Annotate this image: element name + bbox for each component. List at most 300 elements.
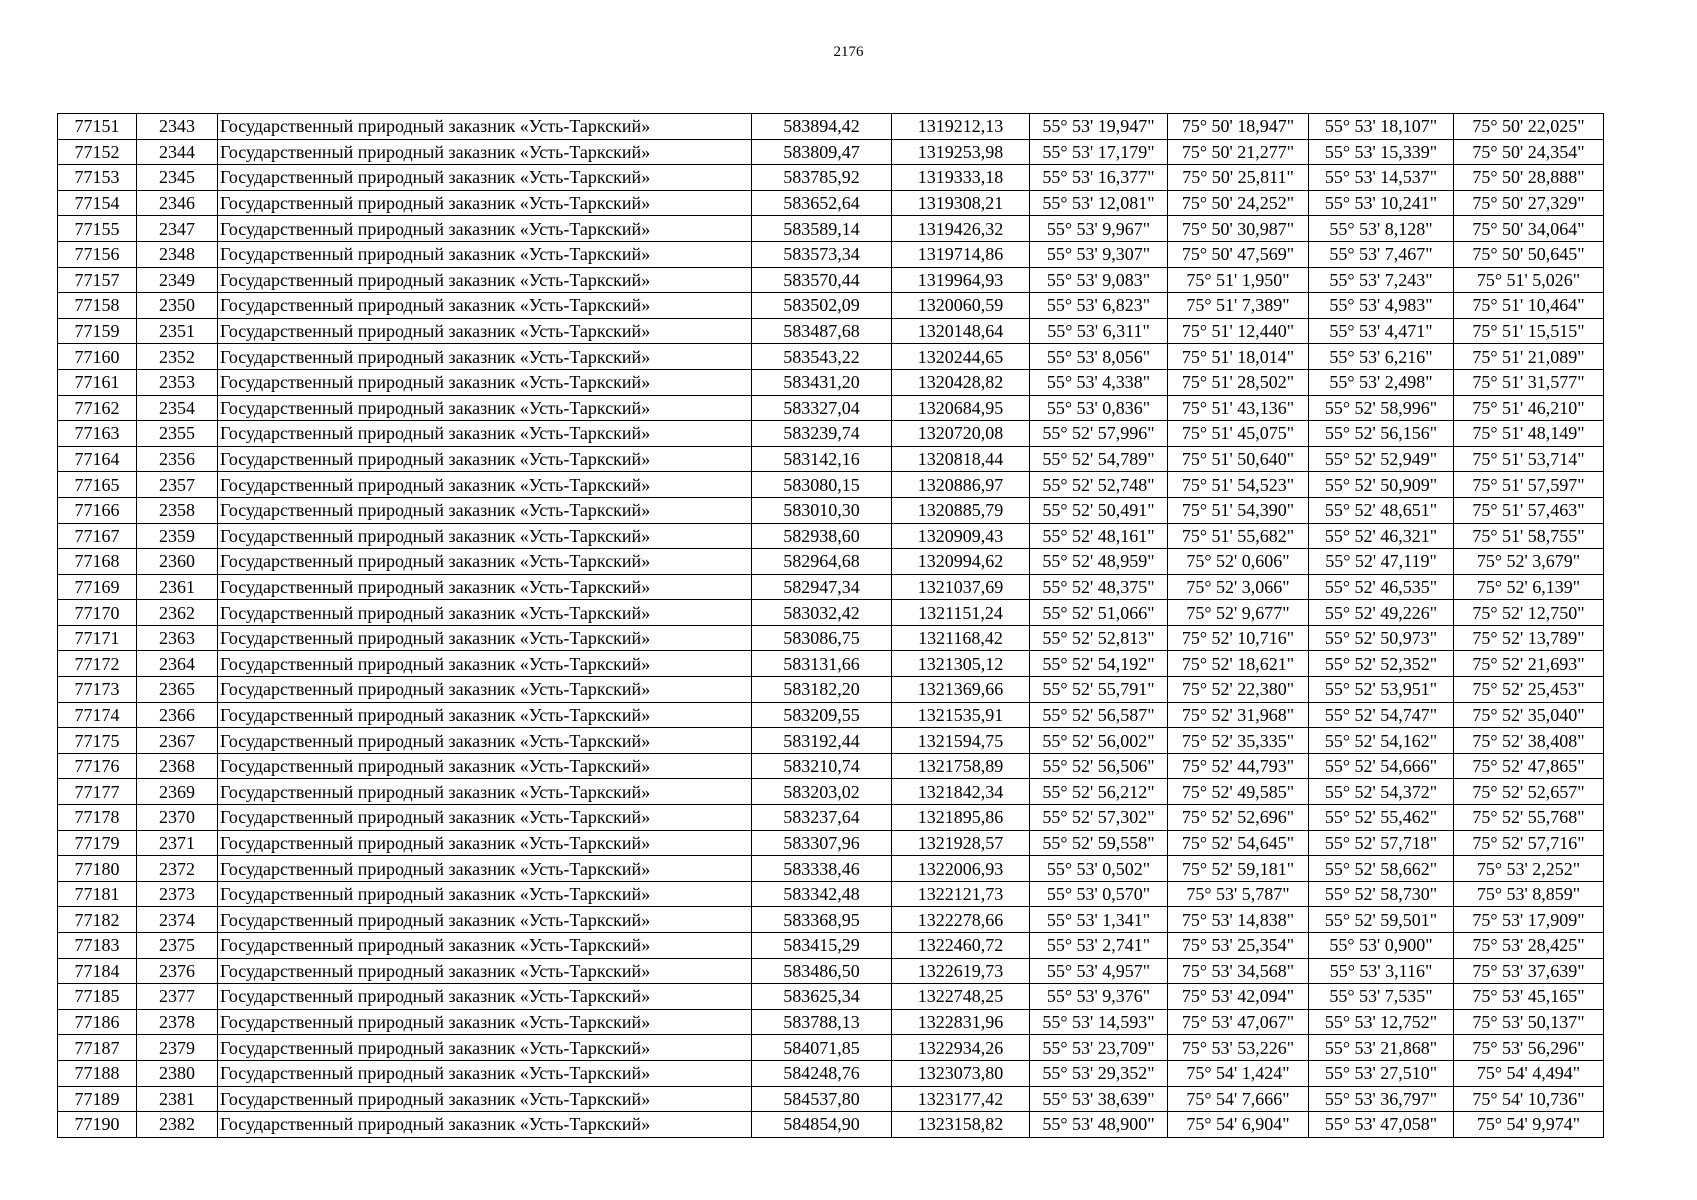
table-row — [58, 958, 1604, 984]
row-id-cell: 77158 — [58, 293, 137, 319]
latitude-cell: 55° 53' 0,570" — [1030, 881, 1168, 907]
point-number-cell: 2349 — [137, 267, 218, 293]
x-coordinate-cell: 583203,02 — [752, 779, 892, 805]
latitude-alt-cell: 55° 52' 50,973" — [1309, 625, 1454, 651]
row-id-cell: 77186 — [58, 1009, 137, 1035]
latitude-alt-cell: 55° 52' 58,662" — [1309, 856, 1454, 882]
longitude-cell: 75° 53' 14,838" — [1168, 907, 1309, 933]
latitude-cell: 55° 52' 56,212" — [1030, 779, 1168, 805]
longitude-alt-cell: 75° 52' 3,679" — [1454, 549, 1604, 575]
point-number-cell: 2346 — [137, 190, 218, 216]
row-id-cell: 77168 — [58, 549, 137, 575]
latitude-alt-cell: 55° 53' 2,498" — [1309, 369, 1454, 395]
point-number-cell: 2359 — [137, 523, 218, 549]
row-id-cell: 77151 — [58, 114, 137, 140]
longitude-cell: 75° 50' 24,252" — [1168, 190, 1309, 216]
table-row — [58, 344, 1604, 370]
longitude-cell: 75° 52' 22,380" — [1168, 677, 1309, 703]
latitude-alt-cell: 55° 52' 59,501" — [1309, 907, 1454, 933]
latitude-alt-cell: 55° 52' 58,730" — [1309, 881, 1454, 907]
x-coordinate-cell: 582938,60 — [752, 523, 892, 549]
table-row — [58, 600, 1604, 626]
table-row — [58, 702, 1604, 728]
row-id-cell: 77190 — [58, 1112, 137, 1138]
x-coordinate-cell: 583209,55 — [752, 702, 892, 728]
point-number-cell: 2351 — [137, 318, 218, 344]
x-coordinate-cell: 583307,96 — [752, 830, 892, 856]
point-number-cell: 2379 — [137, 1035, 218, 1061]
x-coordinate-cell: 583342,48 — [752, 881, 892, 907]
longitude-cell: 75° 50' 30,987" — [1168, 216, 1309, 242]
longitude-alt-cell: 75° 52' 57,716" — [1454, 830, 1604, 856]
point-number-cell: 2377 — [137, 984, 218, 1010]
longitude-cell: 75° 52' 49,585" — [1168, 779, 1309, 805]
latitude-cell: 55° 52' 48,375" — [1030, 574, 1168, 600]
latitude-alt-cell: 55° 53' 12,752" — [1309, 1009, 1454, 1035]
longitude-cell: 75° 54' 1,424" — [1168, 1060, 1309, 1086]
y-coordinate-cell: 1320818,44 — [892, 446, 1030, 472]
latitude-alt-cell: 55° 52' 52,352" — [1309, 651, 1454, 677]
latitude-alt-cell: 55° 52' 55,462" — [1309, 805, 1454, 831]
longitude-cell: 75° 51' 45,075" — [1168, 421, 1309, 447]
row-id-cell: 77173 — [58, 677, 137, 703]
latitude-alt-cell: 55° 52' 48,651" — [1309, 497, 1454, 523]
table-row — [58, 625, 1604, 651]
x-coordinate-cell: 583192,44 — [752, 728, 892, 754]
longitude-alt-cell: 75° 54' 4,494" — [1454, 1060, 1604, 1086]
x-coordinate-cell: 583131,66 — [752, 651, 892, 677]
longitude-alt-cell: 75° 50' 27,329" — [1454, 190, 1604, 216]
point-number-cell: 2370 — [137, 805, 218, 831]
table-row — [58, 241, 1604, 267]
row-id-cell: 77179 — [58, 830, 137, 856]
zone-name-cell: Государственный природный заказник «Усть-Таркский» — [218, 574, 752, 600]
longitude-cell: 75° 52' 59,181" — [1168, 856, 1309, 882]
y-coordinate-cell: 1322121,73 — [892, 881, 1030, 907]
point-number-cell: 2378 — [137, 1009, 218, 1035]
latitude-cell: 55° 53' 23,709" — [1030, 1035, 1168, 1061]
y-coordinate-cell: 1320885,79 — [892, 497, 1030, 523]
row-id-cell: 77152 — [58, 139, 137, 165]
point-number-cell: 2368 — [137, 753, 218, 779]
longitude-alt-cell: 75° 53' 17,909" — [1454, 907, 1604, 933]
point-number-cell: 2380 — [137, 1060, 218, 1086]
longitude-cell: 75° 51' 28,502" — [1168, 369, 1309, 395]
latitude-alt-cell: 55° 53' 4,983" — [1309, 293, 1454, 319]
zone-name-cell: Государственный природный заказник «Усть-Таркский» — [218, 395, 752, 421]
point-number-cell: 2367 — [137, 728, 218, 754]
table-row — [58, 1035, 1604, 1061]
latitude-alt-cell: 55° 52' 50,909" — [1309, 472, 1454, 498]
latitude-cell: 55° 53' 14,593" — [1030, 1009, 1168, 1035]
x-coordinate-cell: 583086,75 — [752, 625, 892, 651]
zone-name-cell: Государственный природный заказник «Усть-Таркский» — [218, 267, 752, 293]
longitude-alt-cell: 75° 51' 57,597" — [1454, 472, 1604, 498]
longitude-cell: 75° 52' 9,677" — [1168, 600, 1309, 626]
longitude-alt-cell: 75° 52' 12,750" — [1454, 600, 1604, 626]
x-coordinate-cell: 583210,74 — [752, 753, 892, 779]
x-coordinate-cell: 583032,42 — [752, 600, 892, 626]
latitude-alt-cell: 55° 53' 14,537" — [1309, 165, 1454, 191]
row-id-cell: 77182 — [58, 907, 137, 933]
longitude-alt-cell: 75° 54' 10,736" — [1454, 1086, 1604, 1112]
latitude-cell: 55° 53' 6,311" — [1030, 318, 1168, 344]
longitude-cell: 75° 53' 5,787" — [1168, 881, 1309, 907]
latitude-cell: 55° 53' 4,957" — [1030, 958, 1168, 984]
longitude-alt-cell: 75° 50' 24,354" — [1454, 139, 1604, 165]
table-row — [58, 497, 1604, 523]
latitude-alt-cell: 55° 53' 47,058" — [1309, 1112, 1454, 1138]
longitude-cell: 75° 52' 10,716" — [1168, 625, 1309, 651]
latitude-alt-cell: 55° 52' 54,162" — [1309, 728, 1454, 754]
zone-name-cell: Государственный природный заказник «Усть-Таркский» — [218, 958, 752, 984]
latitude-cell: 55° 52' 50,491" — [1030, 497, 1168, 523]
zone-name-cell: Государственный природный заказник «Усть-Таркский» — [218, 1060, 752, 1086]
y-coordinate-cell: 1319426,32 — [892, 216, 1030, 242]
zone-name-cell: Государственный природный заказник «Усть-Таркский» — [218, 907, 752, 933]
x-coordinate-cell: 583415,29 — [752, 933, 892, 959]
point-number-cell: 2371 — [137, 830, 218, 856]
point-number-cell: 2355 — [137, 421, 218, 447]
table-row — [58, 779, 1604, 805]
longitude-alt-cell: 75° 51' 57,463" — [1454, 497, 1604, 523]
point-number-cell: 2361 — [137, 574, 218, 600]
x-coordinate-cell: 583785,92 — [752, 165, 892, 191]
table-row — [58, 1060, 1604, 1086]
table-row — [58, 216, 1604, 242]
latitude-alt-cell: 55° 53' 10,241" — [1309, 190, 1454, 216]
longitude-cell: 75° 53' 34,568" — [1168, 958, 1309, 984]
point-number-cell: 2373 — [137, 881, 218, 907]
table-row — [58, 830, 1604, 856]
latitude-alt-cell: 55° 53' 18,107" — [1309, 114, 1454, 140]
table-row — [58, 805, 1604, 831]
zone-name-cell: Государственный природный заказник «Усть-Таркский» — [218, 139, 752, 165]
zone-name-cell: Государственный природный заказник «Усть-Таркский» — [218, 446, 752, 472]
longitude-cell: 75° 51' 43,136" — [1168, 395, 1309, 421]
y-coordinate-cell: 1321928,57 — [892, 830, 1030, 856]
latitude-cell: 55° 52' 52,813" — [1030, 625, 1168, 651]
y-coordinate-cell: 1323073,80 — [892, 1060, 1030, 1086]
point-number-cell: 2350 — [137, 293, 218, 319]
row-id-cell: 77185 — [58, 984, 137, 1010]
zone-name-cell: Государственный природный заказник «Усть-Таркский» — [218, 523, 752, 549]
latitude-cell: 55° 52' 56,506" — [1030, 753, 1168, 779]
zone-name-cell: Государственный природный заказник «Усть-Таркский» — [218, 472, 752, 498]
longitude-alt-cell: 75° 51' 31,577" — [1454, 369, 1604, 395]
row-id-cell: 77163 — [58, 421, 137, 447]
table-row — [58, 1009, 1604, 1035]
x-coordinate-cell: 583570,44 — [752, 267, 892, 293]
point-number-cell: 2343 — [137, 114, 218, 140]
x-coordinate-cell: 583543,22 — [752, 344, 892, 370]
latitude-cell: 55° 52' 55,791" — [1030, 677, 1168, 703]
row-id-cell: 77154 — [58, 190, 137, 216]
point-number-cell: 2364 — [137, 651, 218, 677]
y-coordinate-cell: 1320720,08 — [892, 421, 1030, 447]
zone-name-cell: Государственный природный заказник «Усть-Таркский» — [218, 753, 752, 779]
latitude-cell: 55° 52' 59,558" — [1030, 830, 1168, 856]
table-row — [58, 267, 1604, 293]
latitude-alt-cell: 55° 53' 36,797" — [1309, 1086, 1454, 1112]
y-coordinate-cell: 1319253,98 — [892, 139, 1030, 165]
longitude-alt-cell: 75° 52' 52,657" — [1454, 779, 1604, 805]
y-coordinate-cell: 1319333,18 — [892, 165, 1030, 191]
latitude-cell: 55° 52' 56,002" — [1030, 728, 1168, 754]
latitude-cell: 55° 52' 57,302" — [1030, 805, 1168, 831]
zone-name-cell: Государственный природный заказник «Усть-Таркский» — [218, 241, 752, 267]
latitude-cell: 55° 53' 48,900" — [1030, 1112, 1168, 1138]
latitude-cell: 55° 53' 1,341" — [1030, 907, 1168, 933]
longitude-alt-cell: 75° 50' 22,025" — [1454, 114, 1604, 140]
latitude-cell: 55° 52' 57,996" — [1030, 421, 1168, 447]
longitude-cell: 75° 50' 21,277" — [1168, 139, 1309, 165]
point-number-cell: 2360 — [137, 549, 218, 575]
zone-name-cell: Государственный природный заказник «Усть-Таркский» — [218, 1112, 752, 1138]
longitude-cell: 75° 53' 42,094" — [1168, 984, 1309, 1010]
latitude-cell: 55° 52' 54,192" — [1030, 651, 1168, 677]
zone-name-cell: Государственный природный заказник «Усть-Таркский» — [218, 549, 752, 575]
point-number-cell: 2353 — [137, 369, 218, 395]
zone-name-cell: Государственный природный заказник «Усть-Таркский» — [218, 1009, 752, 1035]
y-coordinate-cell: 1322619,73 — [892, 958, 1030, 984]
latitude-alt-cell: 55° 53' 3,116" — [1309, 958, 1454, 984]
latitude-alt-cell: 55° 53' 7,467" — [1309, 241, 1454, 267]
longitude-alt-cell: 75° 52' 25,453" — [1454, 677, 1604, 703]
row-id-cell: 77171 — [58, 625, 137, 651]
y-coordinate-cell: 1320428,82 — [892, 369, 1030, 395]
longitude-alt-cell: 75° 52' 21,693" — [1454, 651, 1604, 677]
table-row — [58, 677, 1604, 703]
latitude-cell: 55° 53' 9,307" — [1030, 241, 1168, 267]
y-coordinate-cell: 1320886,97 — [892, 472, 1030, 498]
latitude-cell: 55° 53' 29,352" — [1030, 1060, 1168, 1086]
y-coordinate-cell: 1319212,13 — [892, 114, 1030, 140]
latitude-alt-cell: 55° 52' 56,156" — [1309, 421, 1454, 447]
latitude-cell: 55° 53' 0,836" — [1030, 395, 1168, 421]
latitude-alt-cell: 55° 52' 49,226" — [1309, 600, 1454, 626]
longitude-cell: 75° 50' 25,811" — [1168, 165, 1309, 191]
row-id-cell: 77160 — [58, 344, 137, 370]
row-id-cell: 77165 — [58, 472, 137, 498]
latitude-alt-cell: 55° 52' 54,372" — [1309, 779, 1454, 805]
row-id-cell: 77167 — [58, 523, 137, 549]
point-number-cell: 2356 — [137, 446, 218, 472]
latitude-cell: 55° 53' 19,947" — [1030, 114, 1168, 140]
x-coordinate-cell: 583327,04 — [752, 395, 892, 421]
latitude-cell: 55° 53' 2,741" — [1030, 933, 1168, 959]
zone-name-cell: Государственный природный заказник «Усть-Таркский» — [218, 1086, 752, 1112]
latitude-cell: 55° 53' 9,083" — [1030, 267, 1168, 293]
y-coordinate-cell: 1323158,82 — [892, 1112, 1030, 1138]
point-number-cell: 2358 — [137, 497, 218, 523]
x-coordinate-cell: 583338,46 — [752, 856, 892, 882]
table-row — [58, 856, 1604, 882]
y-coordinate-cell: 1321305,12 — [892, 651, 1030, 677]
longitude-alt-cell: 75° 51' 21,089" — [1454, 344, 1604, 370]
x-coordinate-cell: 583142,16 — [752, 446, 892, 472]
table-row — [58, 753, 1604, 779]
longitude-cell: 75° 51' 7,389" — [1168, 293, 1309, 319]
zone-name-cell: Государственный природный заказник «Усть-Таркский» — [218, 779, 752, 805]
latitude-alt-cell: 55° 52' 58,996" — [1309, 395, 1454, 421]
row-id-cell: 77175 — [58, 728, 137, 754]
longitude-alt-cell: 75° 53' 56,296" — [1454, 1035, 1604, 1061]
x-coordinate-cell: 583894,42 — [752, 114, 892, 140]
row-id-cell: 77156 — [58, 241, 137, 267]
y-coordinate-cell: 1320244,65 — [892, 344, 1030, 370]
longitude-cell: 75° 51' 12,440" — [1168, 318, 1309, 344]
longitude-cell: 75° 52' 0,606" — [1168, 549, 1309, 575]
table-row — [58, 369, 1604, 395]
table-row — [58, 114, 1604, 140]
longitude-cell: 75° 51' 54,390" — [1168, 497, 1309, 523]
latitude-cell: 55° 52' 51,066" — [1030, 600, 1168, 626]
latitude-alt-cell: 55° 53' 21,868" — [1309, 1035, 1454, 1061]
zone-name-cell: Государственный природный заказник «Усть-Таркский» — [218, 856, 752, 882]
row-id-cell: 77174 — [58, 702, 137, 728]
row-id-cell: 77153 — [58, 165, 137, 191]
table-row — [58, 421, 1604, 447]
point-number-cell: 2366 — [137, 702, 218, 728]
latitude-cell: 55° 53' 16,377" — [1030, 165, 1168, 191]
longitude-alt-cell: 75° 51' 53,714" — [1454, 446, 1604, 472]
row-id-cell: 77183 — [58, 933, 137, 959]
table-row — [58, 190, 1604, 216]
point-number-cell: 2345 — [137, 165, 218, 191]
y-coordinate-cell: 1323177,42 — [892, 1086, 1030, 1112]
latitude-cell: 55° 52' 48,959" — [1030, 549, 1168, 575]
table-row — [58, 1086, 1604, 1112]
row-id-cell: 77188 — [58, 1060, 137, 1086]
longitude-alt-cell: 75° 51' 5,026" — [1454, 267, 1604, 293]
point-number-cell: 2362 — [137, 600, 218, 626]
longitude-alt-cell: 75° 52' 35,040" — [1454, 702, 1604, 728]
zone-name-cell: Государственный природный заказник «Усть-Таркский» — [218, 984, 752, 1010]
latitude-cell: 55° 52' 56,587" — [1030, 702, 1168, 728]
zone-name-cell: Государственный природный заказник «Усть-Таркский» — [218, 216, 752, 242]
latitude-alt-cell: 55° 52' 46,321" — [1309, 523, 1454, 549]
table-row — [58, 1112, 1604, 1138]
x-coordinate-cell: 584854,90 — [752, 1112, 892, 1138]
row-id-cell: 77172 — [58, 651, 137, 677]
zone-name-cell: Государственный природный заказник «Усть-Таркский» — [218, 881, 752, 907]
longitude-cell: 75° 51' 50,640" — [1168, 446, 1309, 472]
longitude-alt-cell: 75° 52' 6,139" — [1454, 574, 1604, 600]
zone-name-cell: Государственный природный заказник «Усть-Таркский» — [218, 421, 752, 447]
zone-name-cell: Государственный природный заказник «Усть-Таркский» — [218, 702, 752, 728]
zone-name-cell: Государственный природный заказник «Усть-Таркский» — [218, 1035, 752, 1061]
latitude-alt-cell: 55° 52' 57,718" — [1309, 830, 1454, 856]
zone-name-cell: Государственный природный заказник «Усть-Таркский» — [218, 677, 752, 703]
latitude-cell: 55° 53' 8,056" — [1030, 344, 1168, 370]
y-coordinate-cell: 1320994,62 — [892, 549, 1030, 575]
zone-name-cell: Государственный природный заказник «Усть-Таркский» — [218, 497, 752, 523]
x-coordinate-cell: 583080,15 — [752, 472, 892, 498]
point-number-cell: 2369 — [137, 779, 218, 805]
table-row — [58, 728, 1604, 754]
table-row — [58, 165, 1604, 191]
row-id-cell: 77181 — [58, 881, 137, 907]
page-number: 2176 — [833, 44, 864, 60]
longitude-alt-cell: 75° 51' 48,149" — [1454, 421, 1604, 447]
table-row — [58, 881, 1604, 907]
latitude-cell: 55° 53' 0,502" — [1030, 856, 1168, 882]
longitude-cell: 75° 54' 7,666" — [1168, 1086, 1309, 1112]
longitude-cell: 75° 50' 18,947" — [1168, 114, 1309, 140]
table-row — [58, 446, 1604, 472]
y-coordinate-cell: 1321369,66 — [892, 677, 1030, 703]
row-id-cell: 77169 — [58, 574, 137, 600]
row-id-cell: 77176 — [58, 753, 137, 779]
y-coordinate-cell: 1322006,93 — [892, 856, 1030, 882]
latitude-alt-cell: 55° 52' 54,666" — [1309, 753, 1454, 779]
latitude-alt-cell: 55° 52' 53,951" — [1309, 677, 1454, 703]
y-coordinate-cell: 1321151,24 — [892, 600, 1030, 626]
table-row — [58, 574, 1604, 600]
point-number-cell: 2357 — [137, 472, 218, 498]
point-number-cell: 2347 — [137, 216, 218, 242]
y-coordinate-cell: 1322278,66 — [892, 907, 1030, 933]
row-id-cell: 77178 — [58, 805, 137, 831]
row-id-cell: 77161 — [58, 369, 137, 395]
table-row — [58, 293, 1604, 319]
x-coordinate-cell: 584537,80 — [752, 1086, 892, 1112]
latitude-alt-cell: 55° 53' 6,216" — [1309, 344, 1454, 370]
latitude-alt-cell: 55° 52' 52,949" — [1309, 446, 1454, 472]
row-id-cell: 77162 — [58, 395, 137, 421]
row-id-cell: 77170 — [58, 600, 137, 626]
table-row — [58, 395, 1604, 421]
point-number-cell: 2365 — [137, 677, 218, 703]
y-coordinate-cell: 1319714,86 — [892, 241, 1030, 267]
x-coordinate-cell: 583573,34 — [752, 241, 892, 267]
latitude-cell: 55° 53' 4,338" — [1030, 369, 1168, 395]
zone-name-cell: Государственный природный заказник «Усть-Таркский» — [218, 933, 752, 959]
point-number-cell: 2354 — [137, 395, 218, 421]
longitude-cell: 75° 54' 6,904" — [1168, 1112, 1309, 1138]
longitude-cell: 75° 52' 3,066" — [1168, 574, 1309, 600]
latitude-cell: 55° 52' 52,748" — [1030, 472, 1168, 498]
zone-name-cell: Государственный природный заказник «Усть-Таркский» — [218, 625, 752, 651]
table-row — [58, 472, 1604, 498]
x-coordinate-cell: 583487,68 — [752, 318, 892, 344]
x-coordinate-cell: 583502,09 — [752, 293, 892, 319]
table-row — [58, 907, 1604, 933]
y-coordinate-cell: 1322748,25 — [892, 984, 1030, 1010]
y-coordinate-cell: 1321758,89 — [892, 753, 1030, 779]
y-coordinate-cell: 1321895,86 — [892, 805, 1030, 831]
row-id-cell: 77177 — [58, 779, 137, 805]
longitude-cell: 75° 52' 31,968" — [1168, 702, 1309, 728]
table-row — [58, 549, 1604, 575]
y-coordinate-cell: 1321535,91 — [892, 702, 1030, 728]
longitude-alt-cell: 75° 52' 13,789" — [1454, 625, 1604, 651]
coordinates-table — [57, 113, 1604, 1138]
zone-name-cell: Государственный природный заказник «Усть-Таркский» — [218, 165, 752, 191]
zone-name-cell: Государственный природный заказник «Усть-Таркский» — [218, 651, 752, 677]
table-row — [58, 318, 1604, 344]
table-row — [58, 523, 1604, 549]
longitude-alt-cell: 75° 52' 47,865" — [1454, 753, 1604, 779]
row-id-cell: 77159 — [58, 318, 137, 344]
latitude-alt-cell: 55° 53' 7,243" — [1309, 267, 1454, 293]
longitude-alt-cell: 75° 53' 28,425" — [1454, 933, 1604, 959]
x-coordinate-cell: 583431,20 — [752, 369, 892, 395]
x-coordinate-cell: 584071,85 — [752, 1035, 892, 1061]
longitude-alt-cell: 75° 53' 8,859" — [1454, 881, 1604, 907]
longitude-cell: 75° 52' 52,696" — [1168, 805, 1309, 831]
